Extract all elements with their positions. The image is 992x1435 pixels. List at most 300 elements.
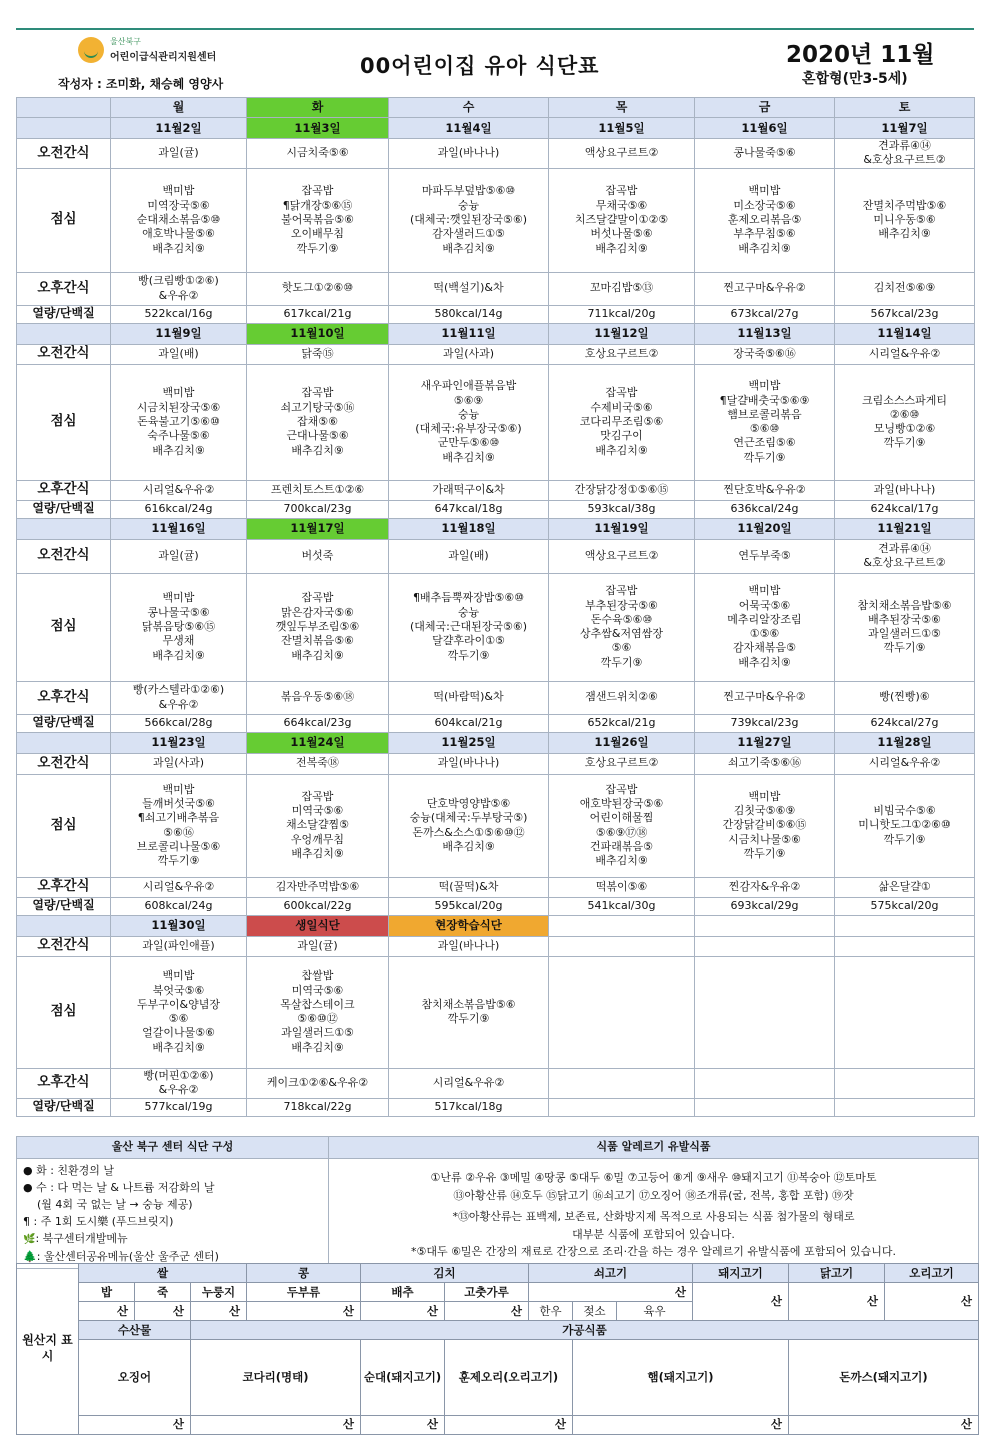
lunch-item: 깍두기⑨: [883, 641, 926, 655]
calorie-row: [17, 897, 975, 915]
notes-table: [16, 1136, 979, 1269]
lunch-item: 배추김치⑨: [442, 450, 495, 464]
origin-san: 산: [361, 1415, 445, 1434]
pm-snack-cell: [247, 1068, 389, 1098]
calorie-cell: 541kcal/30g: [549, 897, 695, 915]
origin-label: 원산지 표시: [17, 1264, 79, 1435]
calorie-label: 열량/단백질: [17, 500, 111, 518]
origin-rice-bap: 밥: [79, 1283, 135, 1302]
pm-snack-line: 시리얼&우유②: [142, 879, 215, 893]
allergen-legend: [329, 1159, 979, 1269]
lunch-cell: [389, 956, 549, 1068]
am-snack-cell: [695, 753, 835, 774]
pm-snack-line: 떡(꿀떡)&차: [438, 879, 499, 893]
origin-san: 산: [361, 1302, 445, 1321]
lunch-item: 잡곡밥: [301, 591, 334, 605]
pm-snack-line: 삶은달걀①: [878, 879, 931, 893]
lunch-item: 근대나물⑤⑥: [286, 429, 349, 443]
pm-snack-cell: [549, 480, 695, 500]
am-snack-line: 쇠고기죽⑤⑥⑯: [727, 756, 802, 770]
lunch-item: 숭늉: [457, 605, 480, 619]
date-corner: [17, 118, 111, 139]
lunch-item: 과일샐러드①⑤: [868, 627, 941, 641]
date-cell: 11월11일: [389, 323, 549, 344]
am-snack-line: 과일(사과): [152, 756, 205, 770]
legend-tuesday: ● 화 : 친환경의 날: [23, 1164, 115, 1177]
pm-snack-line: 찐고구마&우유②: [723, 690, 806, 704]
lunch-item: 건파래볶음⑤: [590, 839, 653, 853]
calorie-cell: 718kcal/22g: [247, 1098, 389, 1116]
calorie-cell: 617kcal/21g: [247, 305, 389, 323]
lunch-cell: [247, 774, 389, 877]
lunch-item: 배추김치⑨: [291, 443, 344, 457]
origin-chicken: 닭고기: [789, 1264, 885, 1283]
lunch-item: ⑤⑥⑩: [749, 422, 780, 436]
leaf-icon: 🌿: [23, 1234, 36, 1246]
lunch-item: (대체국:유부장국⑤⑥): [415, 422, 522, 436]
lunch-item: ⑤⑥⑨: [453, 393, 484, 407]
lunch-item: 배추김치⑨: [738, 655, 791, 669]
origin-ham: 햄(돼지고기): [573, 1340, 789, 1416]
lunch-item: 백미밥: [162, 969, 195, 983]
calorie-cell: 652kcal/21g: [549, 714, 695, 732]
origin-san: 산: [445, 1415, 573, 1434]
lunch-item: 잡곡밥: [605, 584, 638, 598]
lunch-cell: [247, 956, 389, 1068]
lunch-item: 비빔국수⑤⑥: [873, 804, 936, 818]
lunch-cell: [549, 168, 695, 272]
weekday-3: 목: [549, 98, 695, 118]
am-snack-line: 과일(배): [448, 548, 489, 562]
lunch-item: ¶배추듬뿍짜장밥⑤⑥⑩: [413, 591, 524, 605]
lunch-item: 잡채⑤⑥: [297, 414, 338, 428]
am-snack-label: 오전간식: [17, 539, 111, 573]
calorie-cell: 575kcal/20g: [835, 897, 975, 915]
am-snack-row: [17, 344, 975, 364]
notes-right-title: 식품 알레르기 유발식품: [329, 1137, 979, 1159]
calorie-cell: 522kcal/16g: [111, 305, 247, 323]
pm-snack-cell: [835, 681, 975, 714]
date-cell: 11월23일: [111, 732, 247, 753]
am-snack-cell: [389, 539, 549, 573]
origin-kimchi-cabbage: 배추: [361, 1283, 445, 1302]
lunch-item: 북엇국⑤⑥: [152, 983, 205, 997]
center-menu-legend: [17, 1159, 329, 1269]
lunch-item: 버섯나물⑤⑥: [590, 227, 653, 241]
date-row: [17, 732, 975, 753]
calorie-row: [17, 500, 975, 518]
lunch-item: 햄브로콜리볶음: [727, 407, 802, 421]
am-snack-cell: [389, 139, 549, 169]
origin-tonkatsu: 돈까스(돼지고기): [789, 1340, 979, 1416]
pm-snack-line: &우유②: [158, 697, 199, 711]
lunch-item: ⑤⑥⑨⑰⑱: [595, 825, 648, 839]
origin-seafood: 수산물: [79, 1321, 191, 1340]
date-cell: 생일식단: [247, 915, 389, 936]
pm-snack-row: [17, 877, 975, 897]
lunch-item: 배추김치⑨: [442, 241, 495, 255]
lunch-item: 오이배무침: [290, 227, 345, 241]
date-cell: 11월26일: [549, 732, 695, 753]
lunch-item: 미소장국⑤⑥: [733, 198, 796, 212]
lunch-item: 배추김치⑨: [595, 854, 648, 868]
calorie-cell: 577kcal/19g: [111, 1098, 247, 1116]
am-snack-cell: [247, 753, 389, 774]
logo-name-text: 어린이급식관리지원센터: [110, 52, 217, 63]
lunch-item: 배추김치⑨: [291, 1040, 344, 1054]
lunch-item: 과일샐러드①⑤: [281, 1026, 354, 1040]
date-cell: 11월5일: [549, 118, 695, 139]
am-snack-line: 과일(바나나): [437, 756, 500, 770]
am-snack-cell: [111, 344, 247, 364]
date-cell: 11월6일: [695, 118, 835, 139]
lunch-label: 점심: [17, 364, 111, 480]
lunch-item: 상추쌈&저염쌈장: [580, 627, 663, 641]
date-cell: 11월2일: [111, 118, 247, 139]
lunch-item: 훈제오리볶음⑤: [727, 212, 802, 226]
lunch-item: 배추김치⑨: [878, 227, 931, 241]
lunch-item: 시금치된장국⑤⑥: [136, 400, 221, 414]
lunch-item: 잔멸치볶음⑤⑥: [281, 634, 354, 648]
lunch-item: 맛김구이: [600, 429, 643, 443]
weekday-1: 화: [247, 98, 389, 118]
lunch-cell: [835, 364, 975, 480]
am-snack-cell: [695, 539, 835, 573]
calorie-cell: 739kcal/23g: [695, 714, 835, 732]
lunch-item: 백미밥: [748, 184, 781, 198]
am-snack-line: 시리얼&우유②: [868, 346, 941, 360]
lunch-item: 잔멸치주먹밥⑤⑥: [862, 198, 947, 212]
lunch-item: 배추된장국⑤⑥: [868, 612, 941, 626]
lunch-cell: [695, 774, 835, 877]
legend-ulsan: : 울산센터공유메뉴(울산 울주군 센터): [36, 1249, 219, 1263]
lunch-item: ⑤⑥⑯: [163, 825, 194, 839]
calorie-cell: [835, 1098, 975, 1116]
lunch-item: 쇠고기탕국⑤⑯: [280, 400, 355, 414]
pm-snack-cell: [247, 681, 389, 714]
allergen-note-2: 대부분 식품에 포함되어 있습니다.: [572, 1227, 735, 1241]
pm-snack-cell: [549, 272, 695, 305]
origin-san: 산: [573, 1415, 789, 1434]
calorie-cell: 624kcal/17g: [835, 500, 975, 518]
pm-snack-label: 오후간식: [17, 877, 111, 897]
lunch-cell: [111, 168, 247, 272]
origin-processed: 가공식품: [191, 1321, 979, 1340]
pm-snack-cell: [247, 877, 389, 897]
lunch-item: 메추리알장조림: [727, 612, 802, 626]
lunch-item: 백미밥: [162, 184, 195, 198]
origin-pork: 돼지고기: [693, 1264, 789, 1283]
lunch-item: 깍두기⑨: [447, 648, 490, 662]
calorie-cell: 600kcal/22g: [247, 897, 389, 915]
am-snack-line: 시리얼&우유②: [868, 756, 941, 770]
pm-snack-line: 빵(크림빵①②⑥): [138, 274, 219, 288]
menu-date: 2020년 11월: [786, 42, 935, 68]
lunch-item: 깍두기⑨: [743, 450, 786, 464]
date-cell: 11월7일: [835, 118, 975, 139]
lunch-item: ⑤⑥: [168, 1012, 189, 1026]
origin-kimchi: 김치: [361, 1264, 529, 1283]
origin-smoked-duck: 훈제오리(오리고기): [445, 1340, 573, 1416]
origin-pork-san: 산: [693, 1283, 789, 1321]
weekday-5: 토: [835, 98, 975, 118]
allergen-list-2: ⑬아황산류 ⑭호두 ⑮닭고기 ⑯쇠고기 ⑰오징어 ⑱조개류(굴, 전복, 홍합 포함) ⑲잣: [453, 1188, 854, 1202]
pm-snack-label: 오후간식: [17, 272, 111, 305]
calorie-cell: 517kcal/18g: [389, 1098, 549, 1116]
pm-snack-line: 핫도그①②⑥⑩: [281, 281, 354, 295]
pm-snack-cell: [695, 272, 835, 305]
legend-dosirak: ¶ : 주 1회 도시樂 (푸드브릿지): [23, 1215, 174, 1229]
lunch-item: ¶쇠고기배추볶음: [137, 811, 220, 825]
origin-san: 산: [191, 1302, 247, 1321]
date-cell: 11월27일: [695, 732, 835, 753]
pm-snack-cell: [549, 1068, 695, 1098]
origin-sundae: 순대(돼지고기): [361, 1340, 445, 1416]
pm-snack-cell: [835, 480, 975, 500]
lunch-item: 미역국⑤⑥: [291, 983, 344, 997]
am-snack-line: 닭죽⑮: [301, 346, 334, 360]
am-snack-cell: [549, 344, 695, 364]
date-cell: 11월30일: [111, 915, 247, 936]
origin-bean: 콩: [247, 1264, 361, 1283]
lunch-cell: [835, 573, 975, 681]
am-snack-cell: [389, 753, 549, 774]
pm-snack-cell: [835, 877, 975, 897]
date-cell: 11월24일: [247, 732, 389, 753]
origin-san: 산: [79, 1302, 135, 1321]
pm-snack-line: 김자반주먹밥⑤⑥: [275, 879, 360, 893]
origin-table: [16, 1263, 979, 1435]
am-snack-cell: [111, 936, 247, 956]
lunch-row: [17, 956, 975, 1068]
calorie-cell: 608kcal/24g: [111, 897, 247, 915]
lunch-label: 점심: [17, 168, 111, 272]
calorie-label: 열량/단백질: [17, 1098, 111, 1116]
lunch-item: 미역국⑤⑥: [291, 804, 344, 818]
lunch-label: 점심: [17, 573, 111, 681]
am-snack-line: 과일(귤): [158, 146, 199, 160]
lunch-item: 우엉깨무침: [290, 832, 345, 846]
lunch-item: 닭볶음탕⑤⑥⑮: [141, 619, 216, 633]
am-snack-line: &호상요구르트②: [863, 556, 946, 570]
am-snack-line: 호상요구르트②: [584, 756, 659, 770]
lunch-item: 모닝빵①②⑥: [873, 422, 936, 436]
menu-type: 혼합형(만3-5세): [802, 71, 908, 87]
calorie-cell: 693kcal/29g: [695, 897, 835, 915]
date-cell: [695, 915, 835, 936]
lunch-cell: [247, 573, 389, 681]
pm-snack-line: 프렌치토스트①②⑥: [270, 482, 365, 496]
smile-logo-icon: [78, 37, 104, 63]
lunch-cell: [549, 364, 695, 480]
calorie-cell: 566kcal/28g: [111, 714, 247, 732]
lunch-item: 배추김치⑨: [442, 839, 495, 853]
pm-snack-row: [17, 480, 975, 500]
pm-snack-line: 케이크①②⑥&우유②: [266, 1075, 369, 1089]
lunch-item: 참치채소볶음밥⑤⑥: [857, 598, 952, 612]
am-snack-cell: [549, 753, 695, 774]
lunch-cell: [695, 956, 835, 1068]
lunch-cell: [549, 774, 695, 877]
origin-san: 산: [789, 1415, 979, 1434]
allergen-note-1: *⑬아황산류는 표백제, 보존료, 산화방지제 목적으로 사용되는 식품 첨가물의 형태로: [452, 1210, 855, 1224]
calorie-cell: 673kcal/27g: [695, 305, 835, 323]
am-snack-cell: [389, 936, 549, 956]
am-snack-cell: [549, 936, 695, 956]
pm-snack-line: 떡(바람떡)&차: [433, 690, 504, 704]
lunch-item: 깍두기⑨: [296, 241, 339, 255]
legend-wednesday: ● 수 : 다 먹는 날 & 나트륨 저감화의 날: [23, 1181, 215, 1195]
lunch-item: 부추무침⑤⑥: [733, 227, 796, 241]
am-snack-cell: [695, 344, 835, 364]
lunch-cell: [835, 956, 975, 1068]
weekday-corner: [17, 98, 111, 118]
lunch-cell: [695, 364, 835, 480]
date-corner: [17, 518, 111, 539]
lunch-item: 마파두부덮밥⑤⑥⑩: [421, 184, 516, 198]
lunch-item: 얼갈이나물⑤⑥: [142, 1026, 215, 1040]
origin-san: 산: [79, 1415, 191, 1434]
lunch-item: 배추김치⑨: [291, 847, 344, 861]
lunch-item: 잡곡밥: [301, 789, 334, 803]
am-snack-cell: [389, 344, 549, 364]
am-snack-line: 콩나물죽⑤⑥: [733, 146, 796, 160]
weekday-header-row: [17, 98, 975, 118]
origin-san: 산: [191, 1415, 361, 1434]
pm-snack-line: 시리얼&우유②: [142, 482, 215, 496]
calorie-cell: 595kcal/20g: [389, 897, 549, 915]
lunch-item: 시금치나물⑤⑥: [728, 832, 801, 846]
lunch-item: 불어묵볶음⑤⑥: [281, 212, 354, 226]
pm-snack-cell: [389, 480, 549, 500]
lunch-item: 어린이해물찜: [589, 811, 654, 825]
pm-snack-line: 김치전⑤⑥⑨: [873, 281, 936, 295]
origin-beef-jeotso: 젖소: [573, 1302, 617, 1321]
lunch-item: 단호박영양밥⑤⑥: [426, 797, 511, 810]
legend-no-soup: (월 4회 국 없는 날 → 숭늉 제공): [37, 1198, 193, 1212]
notes-left-title: 울산 북구 센터 식단 구성: [17, 1137, 329, 1159]
lunch-cell: [695, 573, 835, 681]
am-snack-row: [17, 539, 975, 573]
pm-snack-label: 오후간식: [17, 480, 111, 500]
date-cell: 11월12일: [549, 323, 695, 344]
calorie-row: [17, 1098, 975, 1116]
pm-snack-line: 가래떡구이&차: [432, 482, 505, 496]
date-cell: 11월17일: [247, 518, 389, 539]
top-rule: [16, 28, 974, 30]
lunch-cell: [389, 774, 549, 877]
date-cell: 11월4일: [389, 118, 549, 139]
origin-beef: 쇠고기: [529, 1264, 693, 1283]
origin-san: 산: [135, 1302, 191, 1321]
pm-snack-line: 잼샌드위치②⑥: [585, 690, 658, 704]
lunch-cell: [111, 774, 247, 877]
origin-duck-san: 산: [885, 1283, 979, 1321]
date-cell: [549, 915, 695, 936]
lunch-item: 들깨버섯국⑤⑥: [142, 797, 215, 810]
pm-snack-line: &우유②: [158, 288, 199, 302]
origin-beef-yugu: 육우: [617, 1302, 693, 1321]
am-snack-line: 견과류④⑭: [878, 139, 931, 152]
pm-snack-line: &우유②: [158, 1083, 199, 1097]
lunch-row: [17, 168, 975, 272]
date-cell: 11월18일: [389, 518, 549, 539]
lunch-item: 김칫국⑤⑥⑨: [733, 804, 796, 818]
am-snack-cell: [549, 139, 695, 169]
page-title: 00어린이집 유아 식단표: [360, 54, 600, 78]
pm-snack-cell: [389, 272, 549, 305]
am-snack-cell: [549, 539, 695, 573]
date-cell: 현장학습식단: [389, 915, 549, 936]
lunch-item: 브로콜리나물⑤⑥: [136, 839, 221, 853]
am-snack-line: 과일(파인애플): [142, 938, 215, 952]
date-row: [17, 118, 975, 139]
origin-duck: 오리고기: [885, 1264, 979, 1283]
am-snack-row: [17, 139, 975, 169]
origin-rice-juk: 죽: [135, 1283, 191, 1302]
lunch-cell: [111, 364, 247, 480]
lunch-item: 부추된장국⑤⑥: [585, 598, 658, 612]
origin-san: 산: [247, 1302, 361, 1321]
lunch-item: 배추김치⑨: [152, 1040, 205, 1054]
lunch-item: ⑤⑥: [611, 641, 632, 655]
lunch-item: 참치채소볶음밥⑤⑥: [421, 997, 516, 1011]
calorie-cell: 593kcal/38g: [549, 500, 695, 518]
lunch-item: 간장닭갈비⑤⑥⑮: [722, 818, 807, 832]
date-cell: 11월3일: [247, 118, 389, 139]
lunch-cell: [835, 774, 975, 877]
calorie-row: [17, 714, 975, 732]
am-snack-cell: [247, 344, 389, 364]
am-snack-line: 견과류④⑭: [878, 541, 931, 555]
calorie-cell: 567kcal/23g: [835, 305, 975, 323]
lunch-item: 연근조림⑤⑥: [733, 436, 796, 450]
date-cell: 11월13일: [695, 323, 835, 344]
am-snack-cell: [111, 753, 247, 774]
pm-snack-line: 찐고구마&우유②: [723, 281, 806, 295]
calorie-cell: 616kcal/24g: [111, 500, 247, 518]
weekday-2: 수: [389, 98, 549, 118]
am-snack-cell: [835, 936, 975, 956]
calorie-cell: 636kcal/24g: [695, 500, 835, 518]
am-snack-cell: [695, 936, 835, 956]
lunch-item: 무채국⑤⑥: [595, 198, 648, 212]
pm-snack-cell: [389, 681, 549, 714]
am-snack-cell: [695, 139, 835, 169]
am-snack-cell: [835, 344, 975, 364]
date-cell: 11월20일: [695, 518, 835, 539]
origin-pollock: 코다리(명태): [191, 1340, 361, 1416]
lunch-item: 깍두기⑨: [883, 832, 926, 846]
lunch-item: 미니우동⑤⑥: [873, 212, 936, 226]
lunch-item: 배추김치⑨: [738, 241, 791, 255]
pm-snack-cell: [247, 272, 389, 305]
am-snack-label: 오전간식: [17, 344, 111, 364]
am-snack-line: 과일(배): [158, 346, 199, 360]
lunch-item: 깍두기⑨: [743, 847, 786, 861]
calorie-cell: 700kcal/23g: [247, 500, 389, 518]
lunch-item: ②⑥⑩: [889, 407, 920, 421]
calorie-row: [17, 305, 975, 323]
am-snack-label: 오전간식: [17, 139, 111, 169]
date-corner: [17, 323, 111, 344]
lunch-item: 깍두기⑨: [600, 655, 643, 669]
lunch-item: 돈까스&소스①⑤⑥⑩⑫: [412, 825, 525, 839]
lunch-cell: [389, 364, 549, 480]
date-row: [17, 915, 975, 936]
lunch-item: 순대채소볶음⑤⑩: [136, 212, 221, 226]
lunch-item: 배추김치⑨: [595, 241, 648, 255]
